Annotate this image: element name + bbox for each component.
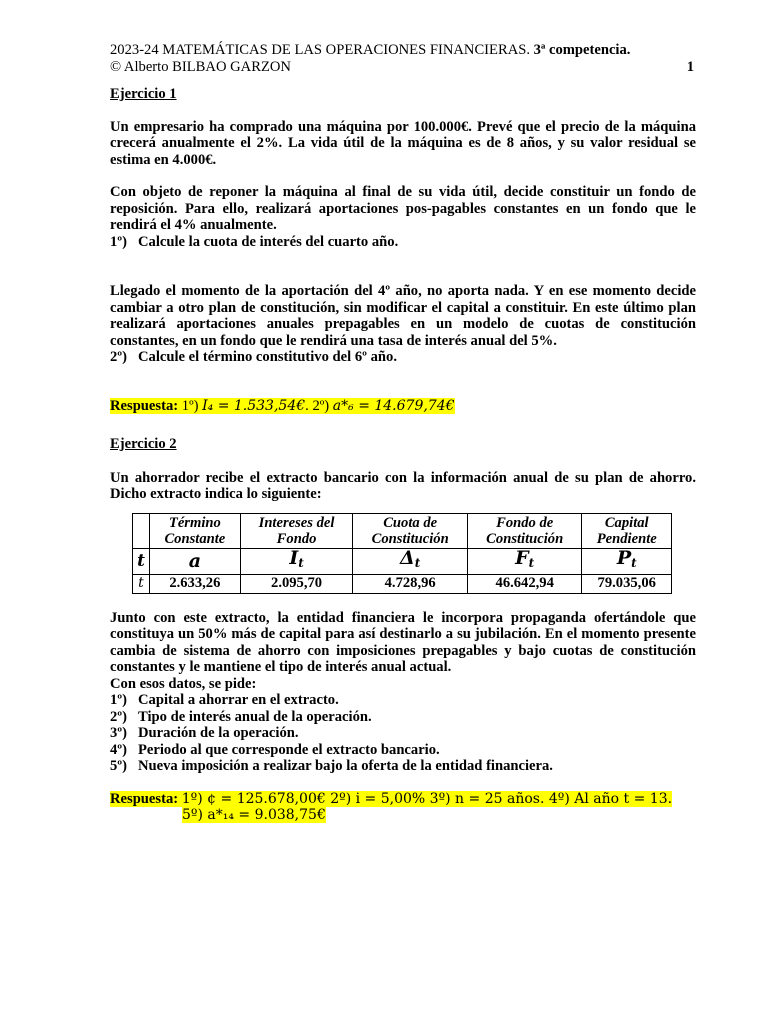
bank-statement-table xyxy=(132,513,672,594)
exercise-1-title: Ejercicio 1 xyxy=(110,86,177,102)
header-author: © Alberto BILBAO GARZON xyxy=(110,58,291,75)
exercise-2-question: 2º) Tipo de interés anual de la operación. xyxy=(110,708,372,725)
exercise-2-intro: Con esos datos, se pide: xyxy=(110,675,257,692)
document-page xyxy=(110,42,696,824)
table-cell: 79.035,06 xyxy=(582,574,672,593)
exercise-2-answer-line-2: 5º) a*₁₄ = 9.038,75€ xyxy=(182,807,326,823)
table-cell: 4.728,96 xyxy=(353,574,468,593)
table-symbol-cell: $I_t$ xyxy=(240,548,353,574)
table-header-cell: Intereses del Fondo xyxy=(240,513,353,548)
table-header-cell: Capital Pendiente xyxy=(582,513,672,548)
header-line1: 2023-24 MATEMÁTICAS DE LAS OPERACIONES FINANCIERAS. 3ª competencia. xyxy=(110,42,631,58)
exercise-2-title: Ejercicio 2 xyxy=(110,436,177,452)
table-cell: t xyxy=(133,574,150,593)
answer-1-highlight: Respuesta: 1º) I₄ = 1.533,54€. 2º) a*₆ = 14.679,74€ xyxy=(110,397,455,414)
table-header-cell: Cuota de Constitución xyxy=(353,513,468,548)
exercise-1-question-1: 1º) Calcule la cuota de interés del cuarto año. xyxy=(110,233,399,250)
exercise-2-answer xyxy=(110,791,696,808)
table-cell: 2.633,26 xyxy=(150,574,241,593)
exercise-2-question: 5º) Nueva imposición a realizar bajo la oferta de la entidad financiera. xyxy=(110,758,553,774)
exercise-2-question: 4º) Periodo al que corresponde el extracto bancario. xyxy=(110,741,440,758)
answer-2-highlight: Respuesta: 1º) ¢ = 125.678,00€ 2º) i = 5,00% 3º) n = 25 años. 4º) Al año t = 13. xyxy=(110,790,673,807)
table-symbol-cell: $P_t$ xyxy=(582,548,672,574)
table-header-cell: Término Constante xyxy=(150,513,241,548)
exercise-1-paragraph-2: Con objeto de reponer la máquina al final de su vida útil, decide constituir un fondo de reposición. Para ello, realizará aportaciones pos-pagables constantes en un fondo que le rendirá el 4% anualmente. xyxy=(110,184,696,233)
table-symbol-cell: $F_t$ xyxy=(467,548,582,574)
exercise-1-paragraph-3: Llegado el momento de la aportación del 4º año, no aporta nada. Y en ese momento decide cambiar a otro plan de constitución, sin modificar el capital a constituir. En este último plan realizará aportaciones anuales prepagables en un modelo de cuotas de constitución constantes, en un fondo que le rendirá una tasa de interés anual del 5%. xyxy=(110,283,696,349)
header-row2 xyxy=(110,59,696,76)
table-symbol-cell: a xyxy=(150,548,241,574)
page-number: 1 xyxy=(686,58,694,75)
table-header-cell: Fondo de Constitución xyxy=(467,513,582,548)
exercise-2-question: 1º) Capital a ahorrar en el extracto. xyxy=(110,692,339,708)
exercise-1-paragraph-1: Un empresario ha comprado una máquina por 100.000€. Prevé que el precio de la máquina crecerá anualmente el 2%. La vida útil de la máquina es de 8 años, y su valor residual se estima en 4.000€. xyxy=(110,118,696,168)
exercise-2-question: 3º) Duración de la operación. xyxy=(110,725,299,741)
table-symbol-row xyxy=(133,548,672,574)
table-cell: 46.642,94 xyxy=(467,574,582,593)
exercise-1-question-2: 2º) Calcule el término constitutivo del 6º año. xyxy=(110,349,397,365)
table-row xyxy=(133,574,672,593)
page-header xyxy=(110,42,696,59)
table-header-row xyxy=(133,513,672,548)
table-symbol-cell: $\Delta_t$ xyxy=(353,548,468,574)
table-symbol-cell: t xyxy=(133,548,150,574)
table-header-blank xyxy=(133,513,150,548)
exercise-2-paragraph-2: Junto con este extracto, la entidad financiera le incorpora propaganda ofertándole que constituya un 50% más de capital para así destinarlo a su jubilación. En el momento presente cambia de sistema de ahorro con imposiciones prepagables y bajo cuotas de constitución constantes y le mantiene el tipo de interés anual actual. xyxy=(110,609,696,675)
table-cell: 2.095,70 xyxy=(240,574,353,593)
exercise-2-paragraph-1: Un ahorrador recibe el extracto bancario con la información anual de su plan de ahorro. Dicho extracto indica lo siguiente: xyxy=(110,469,696,502)
exercise-1-answer xyxy=(110,398,696,415)
